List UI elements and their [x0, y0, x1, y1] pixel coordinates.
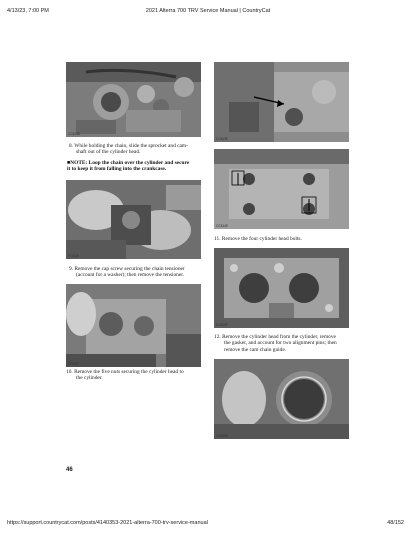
photo-code: CC815F — [216, 323, 228, 327]
step-9-line-2: (account for a washer); then remove the tensioner. — [76, 272, 185, 279]
note-line-2: it to keep it from falling into the crankcase. — [67, 166, 167, 173]
photo-code: CC813D — [68, 132, 81, 136]
step-10-line-2: the cylinder. — [76, 375, 103, 382]
photo-cam-chain-guide — [214, 359, 349, 439]
photo-camshaft-removal — [66, 62, 201, 137]
step-10-line-1: 10. Remove the five nuts securing the cylinder head to — [66, 369, 184, 375]
step-8-text — [69, 143, 209, 156]
step-8-line-2: shaft out of the cylinder head. — [76, 149, 141, 156]
step-9-line-1: 9. Remove the cap screw securing the chain tensioner — [69, 266, 185, 272]
note-line-1: ■NOTE: Loop the chain over the cylinder and secure — [67, 160, 190, 166]
step-12-line-2: the gasket, and account for two alignment pins; then — [224, 340, 337, 347]
photo-cylinder-head-removed — [214, 248, 349, 328]
print-datetime: 4/13/23, 7:00 PM — [7, 8, 49, 14]
photo-code: FT1007 — [68, 362, 79, 366]
note-loop-chain — [67, 160, 207, 173]
photo-code: CC813E — [216, 137, 229, 141]
step-11-text: 11. Remove the four cylinder head bolts. — [214, 236, 302, 242]
step-8-line-1: 8. While holding the chain, slide the sprocket and cam- — [69, 143, 188, 149]
print-page-counter: 48/152 — [387, 520, 404, 526]
photo-head-bolts — [214, 149, 349, 229]
page-number: 46 — [66, 467, 73, 473]
photo-code: FT0135 — [68, 254, 79, 258]
photo-code: CC814E — [216, 224, 229, 228]
print-url: https://support.countrycat.com/posts/4140353-2021-alterra-700-trv-service-manual — [7, 520, 208, 526]
photo-cylinder-head-nuts — [66, 284, 201, 367]
photo-head-arrow — [214, 62, 349, 142]
step-12-line-3: remove the cam chain guide. — [224, 346, 287, 353]
step-12-line-1: 12. Remove the cylinder head from the cylinder, remove — [214, 334, 336, 340]
step-9-text — [69, 266, 209, 279]
step-10-text — [66, 369, 206, 382]
step-12-text — [214, 334, 359, 353]
photo-chain-tensioner — [66, 180, 201, 259]
photo-code: CC816G — [216, 434, 229, 438]
print-page-title: 2021 Alterra 700 TRV Service Manual | CountryCat — [145, 8, 271, 14]
